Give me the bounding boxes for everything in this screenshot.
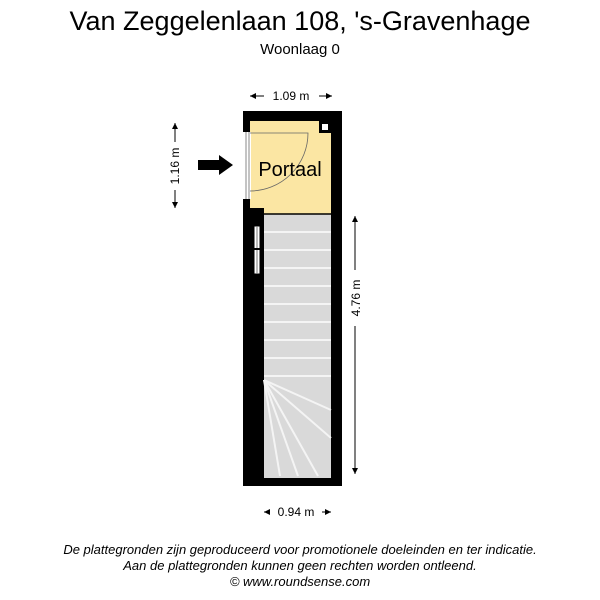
dimension-bottom <box>264 505 331 519</box>
dimension-top-label: 1.09 m <box>272 89 310 103</box>
page-title: Van Zeggelenlaan 108, 's-Gravenhage <box>69 6 531 36</box>
disclaimer-line-1: De plattegronden zijn geproduceerd voor promotionele doeleinden en ter indicatie. <box>63 542 537 557</box>
dimension-top <box>250 89 332 103</box>
entrance-arrow-icon <box>198 155 233 175</box>
dimension-left <box>168 123 182 208</box>
entrance-door <box>243 132 251 199</box>
floor-level-label: Woonlaag 0 <box>260 41 340 58</box>
dimension-left-label: 1.16 m <box>168 147 182 185</box>
dimension-right-label: 4.76 m <box>349 279 363 317</box>
disclaimer-line-2: Aan de plattegronden kunnen geen rechten worden ontleend. <box>123 558 477 573</box>
copyright: © www.roundsense.com <box>229 574 371 589</box>
dimension-bottom-label: 0.94 m <box>277 505 315 519</box>
disclaimer <box>0 542 600 590</box>
dimension-right <box>349 216 363 474</box>
room-label-portaal: Portaal <box>258 159 322 181</box>
